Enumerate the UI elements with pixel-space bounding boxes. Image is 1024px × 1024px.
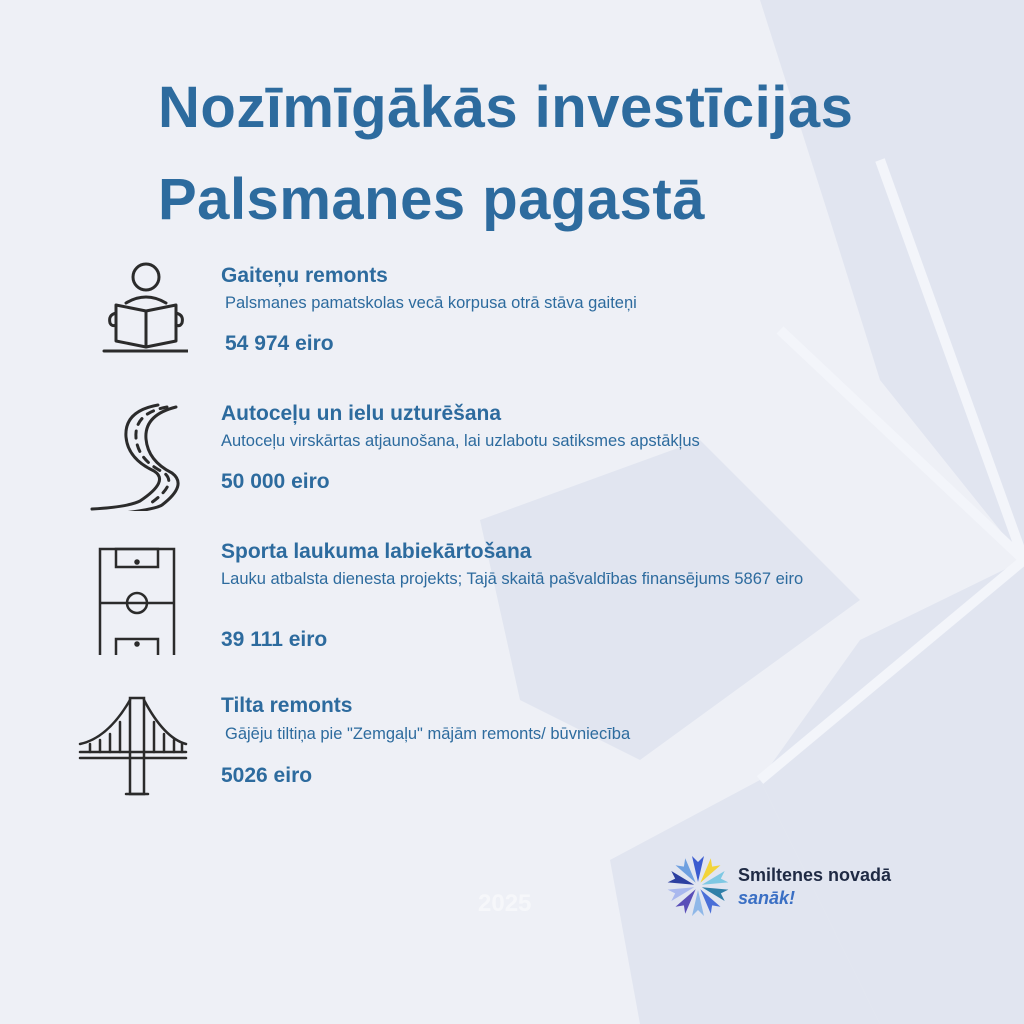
year-watermark: 2025 — [478, 890, 532, 917]
item-title: Autoceļu un ielu uzturēšana — [221, 402, 502, 425]
item-amount: 5026 eiro — [221, 764, 313, 787]
flower-logo-icon — [662, 850, 734, 922]
municipality-logo — [662, 850, 962, 922]
title-line-2: Palsmanes pagastā — [158, 167, 705, 232]
suspension-bridge-icon — [78, 694, 188, 804]
item-amount: 39 111 eiro — [221, 628, 328, 651]
logo-text-line-1: Smiltenes novadā — [738, 865, 892, 885]
item-amount: 50 000 eiro — [221, 470, 330, 493]
item-description: Autoceļu virskārtas atjaunošana, lai uzlabotu satiksmes apstākļus — [221, 432, 700, 450]
title-line-1: Nozīmīgākās investīcijas — [158, 75, 854, 140]
sports-field-icon — [76, 545, 186, 655]
item-title: Tilta remonts — [221, 694, 353, 717]
logo-text-line-2: sanāk! — [738, 888, 796, 908]
item-amount: 54 974 eiro — [225, 332, 334, 355]
item-title: Gaiteņu remonts — [221, 264, 388, 287]
item-description: Palsmanes pamatskolas vecā korpusa otrā stāva gaiteņi — [225, 294, 637, 312]
reading-person-icon — [78, 257, 188, 367]
item-description: Gājēju tiltiņa pie "Zemgaļu" mājām remonts/ būvniecība — [225, 725, 631, 743]
item-title: Sporta laukuma labiekārtošana — [221, 540, 532, 563]
item-description: Lauku atbalsta dienesta projekts; Tajā skaitā pašvaldības finansējums 5867 eiro — [221, 570, 804, 588]
page-title — [158, 62, 998, 246]
winding-road-icon — [78, 401, 188, 511]
